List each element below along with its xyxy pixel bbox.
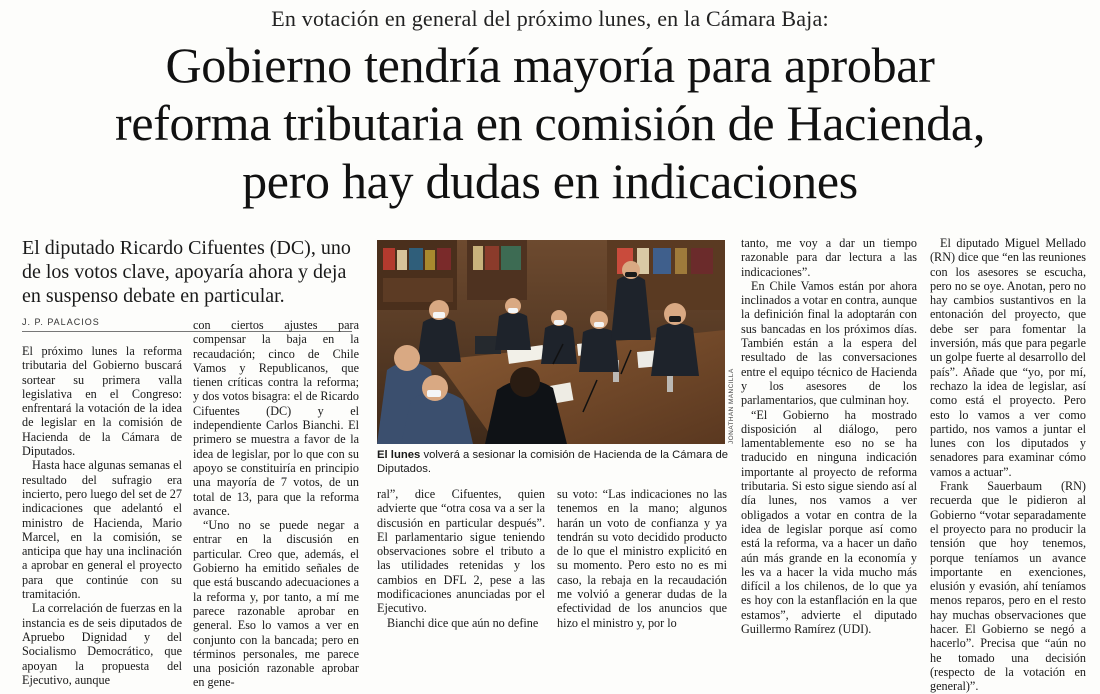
headline — [0, 36, 1100, 210]
paragraph: Hasta hace algunas semanas el resultado del sufragio era incierto, pero luego del set de 27 indicaciones que adelantó el ministro de Hacienda, Mario Marcel, en la comisión, se anticipa que hay una inclinación a aprobar en general el proyecto para que continúe con su tramitación. — [22, 458, 182, 602]
paragraph: ral”, dice Cifuentes, quien advierte que “otra cosa va a ser la discusión en particular después”. El parlamentario sigue teniendo observaciones sobre el tributo a las utilidades retenidas y los cambios en DFL 2, pese a las modificaciones anunciadas por el Ejecutivo. — [377, 487, 545, 616]
paragraph: El diputado Miguel Mellado (RN) dice que “en las reuniones con los asesores se escucha, pero no se oye. Anotan, pero no hay cambios sustantivos en la entonación del proyecto, que debe ser para fomentar la inversión, más que para pegarle un golpe fuerte al desarrollo del país”. Añade que “yo, por mí, rechazo la idea de legislar, así como está el proyecto. Pero esto lo vamos a ver como partido, nos vamos a juntar el lunes con los diputados y senadores para examinar cómo vamos a actuar”. — [930, 236, 1087, 479]
paragraph: Bianchi dice que aún no define — [387, 615, 539, 630]
article-column-5 — [741, 236, 917, 636]
photo-credit: JONATHAN MANCILLA — [728, 368, 735, 444]
paragraph: con ciertos ajustes para compensar la baja en la recaudación; cinco de Chile Vamos y Republicanos, que tienen críticas contra la reforma; y dos votos bisagra: el de Ricardo Cifuentes (DC) y el independiente Carlos Bianchi. El primero se muestra a favor de la idea de legislar, por lo que con su apoyo se constituiría en principio una mayoría de 7 votos, de un total de 13, para que la reforma avance. — [193, 318, 359, 518]
paragraph: En Chile Vamos están por ahora inclinados a votar en contra, aunque la definición final la adoptarán con sus bancadas en los próximos días. También están a la espera del resultado de las conversaciones entre el equipo técnico de Hacienda y los asesores de los parlamentarios, que culminan hoy. — [741, 278, 917, 408]
photo-caption — [377, 448, 729, 476]
subhead: El diputado Ricardo Cifuentes (DC), uno de los votos clave, apoyaría ahora y deja en suspenso debate en particular. — [22, 237, 351, 307]
headline-line: reforma tributaria en comisión de Hacienda, — [114, 95, 986, 151]
paragraph: El próximo lunes la reforma tributaria del Gobierno buscará sortear su primera valla legislativa en el Congreso: enfrentará la votación de la idea de legislar en la comisión de Hacienda de la Cámara de Diputados. — [22, 344, 182, 459]
article-column-1 — [22, 344, 182, 687]
paragraph: Frank Sauerbaum (RN) recuerda que le pidieron al Gobierno “votar separadamente el proyecto para no producir la tensión que hoy tenemos, porque teníamos un avance importante en exenciones, elusión y evasión, ahí teníamos menos reparos, pero en el resto hay muchas observaciones que hacer. El Gobierno se negó a hacerlo”. Precisa que “aún no he tomado una decisión (respecto de la votación en general)”. — [930, 479, 1086, 694]
kicker: En votación en general del próximo lunes, en la Cámara Baja: — [271, 6, 829, 31]
caption-lead: El lunes — [377, 449, 421, 461]
article-column-3 — [377, 487, 545, 630]
paragraph: La correlación de fuerzas en la instancia es de seis diputados de Apruebo Dignidad y del Socialismo Democrático, que apoyan la propuesta del Ejecutivo, aunque — [22, 601, 182, 687]
meeting-room-photo — [377, 240, 725, 444]
article-column-4 — [557, 487, 727, 630]
headline-line: pero hay dudas en indicaciones — [242, 153, 858, 209]
paragraph: “Uno no se puede negar a entrar en la discusión en particular. Creo que, además, el Gobierno ha emitido señales de que está buscando adecuaciones a la reforma y, por tanto, a mí me parece razonable aprobar en general. Eso lo vamos a ver en conjunto con la bancada; pero en términos personales, me parece una posición razonable aprobar en gene- — [193, 518, 359, 690]
article-column-2 — [193, 318, 359, 690]
caption-text: volverá a sesionar la comisión de Hacienda de la Cámara de Diputados. — [377, 449, 729, 475]
headline-line: Gobierno tendría mayoría para aprobar — [165, 37, 935, 93]
article-column-6 — [930, 236, 1086, 694]
news-photo — [377, 240, 725, 444]
paragraph: tanto, me voy a dar un tiempo razonable para dar lectura a las indicaciones”. — [741, 236, 917, 279]
byline: J. P. PALACIOS — [22, 317, 352, 332]
paragraph: “El Gobierno ha mostrado disposición al diálogo, pero lamentablemente eso no se ha traducido en ninguna indicación importante al proyecto de reforma tributaria. Si esto sigue siendo así al día lunes, nos vamos a ver obligados a votar en contra de la idea de legislar porque así como está la reforma, va a hacer un daño aún más grande en la economía y les va a hacer la vida mucho más difícil a los chilenos, de lo que ya es hoy con la estanflación en la que estamos”, advierte el diputado Guillermo Ramírez (UDI). — [741, 407, 917, 637]
paragraph: su voto: “Las indicaciones no las tenemos en la mano; algunos harán un voto de confianza y ya tendrán su voto decidido producto de lo que el ministro explicitó en su momento. Pero esto no es mi caso, la rebaja en la recaudación me volvió a generar dudas de la efectividad de los anuncios que hizo el ministro y, por lo — [557, 487, 727, 630]
